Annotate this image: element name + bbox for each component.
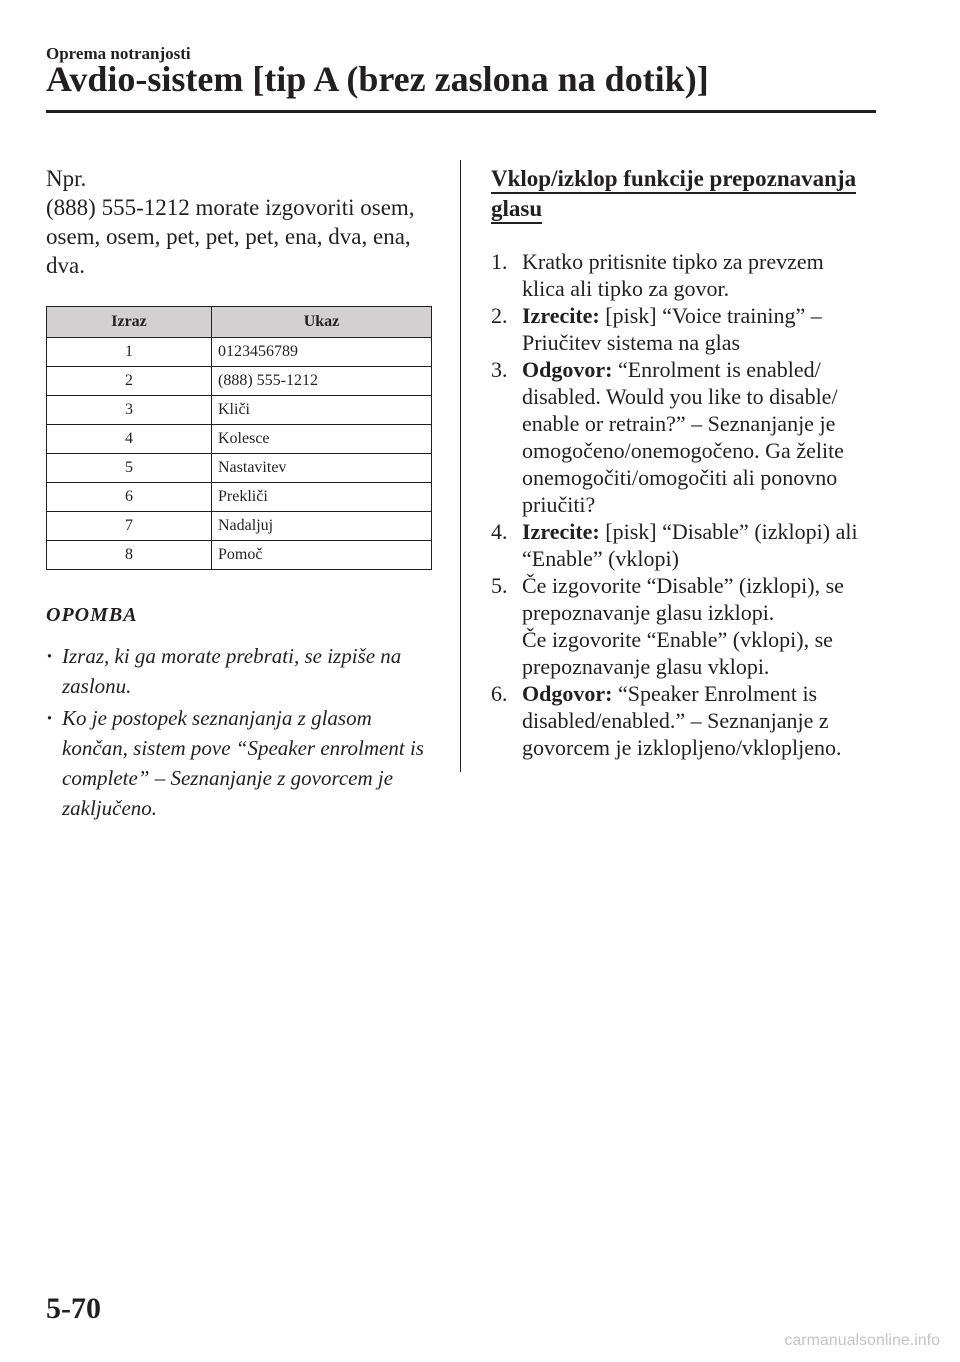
- note-item: [46, 641, 438, 701]
- step-number: 3.: [491, 357, 508, 382]
- watermark: carmanualsonline.info: [784, 1332, 940, 1349]
- step-item: [491, 518, 871, 572]
- step-number: 4.: [491, 519, 508, 544]
- page-title: Avdio-sistem [tip A (brez zaslona na dotik)]: [46, 59, 709, 99]
- table-cell-ukaz: Nadaljuj: [212, 512, 432, 541]
- table-cell-ukaz: Kolesce: [212, 425, 432, 454]
- step-label: Izrecite:: [522, 519, 600, 544]
- table-row: [47, 338, 432, 367]
- note-text: Izraz, ki ga morate prebrati, se izpiše na zaslonu.: [62, 644, 402, 698]
- table-cell-ukaz: Prekliči: [212, 483, 432, 512]
- intro-paragraph: Npr. (888) 555-1212 morate izgovoriti osem, osem, osem, pet, pet, pet, ena, dva, ena, dva.: [46, 166, 415, 278]
- table-row: [47, 425, 432, 454]
- step-text: “Enrolment is enabled/ disabled. Would you like to disable/ enable or retrain?” – Seznanjanje je omogočeno/onemogočeno. Ga želite onemogočiti/omogočiti ali ponovno priučiti?: [522, 357, 844, 517]
- step-text: Če izgovorite “Disable” (izklopi), se prepoznavanje glasu izklopi. Če izgovorite “Enable” (vklopi), se prepoznavanje glasu vklopi.: [522, 573, 844, 679]
- table-cell-izraz: 3: [47, 396, 212, 425]
- step-text: [pisk] “Disable” (izklopi) ali “Enable” (vklopi): [522, 519, 858, 571]
- step-label: Odgovor:: [522, 681, 613, 706]
- note-title: OPOMBA: [46, 604, 138, 626]
- table-cell-izraz: 4: [47, 425, 212, 454]
- table-cell-ukaz: Kliči: [212, 396, 432, 425]
- step-number: 2.: [491, 303, 508, 328]
- table-cell-izraz: 5: [47, 454, 212, 483]
- section-heading-text: Vklop/izklop funkcije prepoznavanja glasu: [491, 166, 856, 224]
- bullet-icon: ·: [46, 706, 54, 730]
- table-cell-ukaz: (888) 555-1212: [212, 367, 432, 396]
- step-item: [491, 248, 871, 302]
- table-row: [47, 541, 432, 570]
- table-cell-izraz: 1: [47, 338, 212, 367]
- table-cell-ukaz: 0123456789: [212, 338, 432, 367]
- bullet-icon: ·: [46, 644, 54, 668]
- table-header-izraz: Izraz: [47, 307, 212, 338]
- table-cell-izraz: 6: [47, 483, 212, 512]
- steps-list: [491, 248, 871, 761]
- step-item: [491, 356, 871, 518]
- step-text: “Speaker Enrolment is disabled/enabled.” – Seznanjanje z govorcem je izklopljeno/vklopljeno.: [522, 681, 842, 760]
- step-label: Odgovor:: [522, 357, 613, 382]
- step-item: [491, 302, 871, 356]
- table-header-ukaz: Ukaz: [212, 307, 432, 338]
- step-number: 1.: [491, 249, 508, 274]
- table-row: [47, 454, 432, 483]
- table-row: [47, 367, 432, 396]
- table-row: [47, 512, 432, 541]
- step-label: Izrecite:: [522, 303, 600, 328]
- table-cell-izraz: 7: [47, 512, 212, 541]
- step-text: Kratko pritisnite tipko za prevzem klica ali tipko za govor.: [522, 249, 824, 301]
- column-divider: [460, 160, 461, 772]
- page-number: 5-70: [46, 1292, 101, 1325]
- right-column: [491, 164, 871, 761]
- section-heading: [491, 164, 871, 224]
- note-item: [46, 703, 438, 823]
- table-cell-izraz: 2: [47, 367, 212, 396]
- note-text: Ko je postopek seznanjanja z glasom končan, sistem pove “Speaker enrolment is complete” – Seznanjanje z govorcem je zaključeno.: [62, 706, 424, 820]
- step-item: [491, 572, 871, 680]
- table-row: [47, 396, 432, 425]
- step-number: 5.: [491, 573, 508, 598]
- step-item: [491, 680, 871, 761]
- step-number: 6.: [491, 681, 508, 706]
- table-cell-ukaz: Nastavitev: [212, 454, 432, 483]
- left-column: [46, 164, 438, 825]
- section-label: Oprema notranjosti: [46, 44, 191, 63]
- title-rule: [46, 110, 876, 113]
- table-row: [47, 483, 432, 512]
- table-cell-izraz: 8: [47, 541, 212, 570]
- command-table: [46, 306, 432, 570]
- note-list: [46, 641, 438, 823]
- table-cell-ukaz: Pomoč: [212, 541, 432, 570]
- step-text: [pisk] “Voice training” – Priučitev sistema na glas: [522, 303, 822, 355]
- table-header-row: [47, 307, 432, 338]
